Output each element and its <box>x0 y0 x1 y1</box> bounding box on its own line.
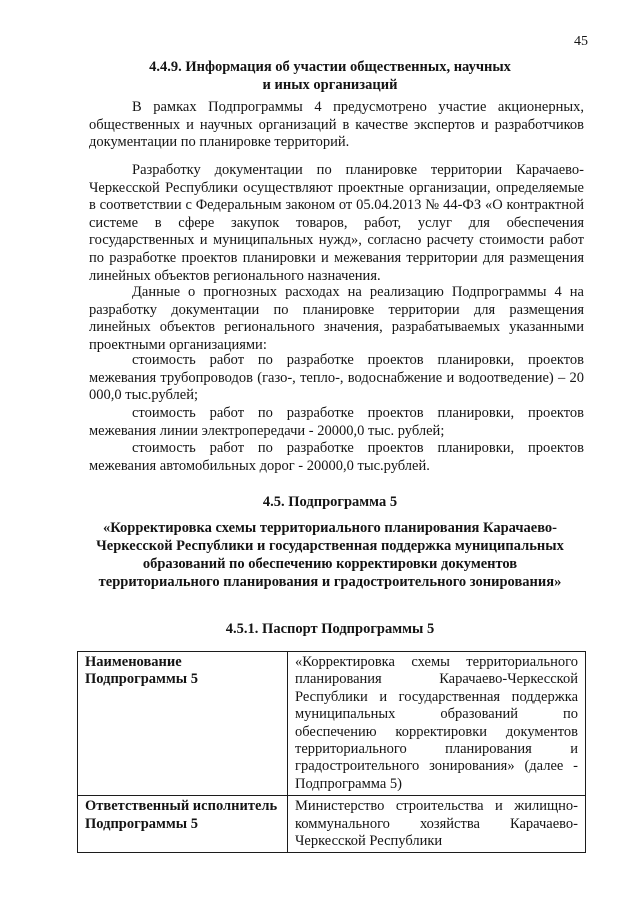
passport-table <box>77 651 586 853</box>
paragraph-cost-powerlines: стоимость работ по разработке проектов планировки, проектов межевания линии электропередачи - 20000,0 тыс. рублей; <box>89 405 584 439</box>
passport-label-executor: Ответственный исполнитель Подпрограммы 5 <box>78 796 288 853</box>
section-449-title <box>60 58 600 94</box>
paragraph-cost-roads: стоимость работ по разработке проектов планировки, проектов межевания автомобильных дорог - 20000,0 тыс.рублей. <box>89 440 584 474</box>
paragraph-forecast: Данные о прогнозных расходах на реализацию Подпрограммы 4 на разработку документации по планировке территории для размещения линейных объектов регионального значения, разрабатываемых указанными проектными организациями: <box>89 284 584 353</box>
section-449-title-line1: 4.4.9. Информация об участии общественных, научных <box>149 59 511 75</box>
paragraph-development: Разработку документации по планировке территории Карачаево-Черкесской Республики осуществляют проектные организации, определяемые в соответствии с Федеральным законом от 05.04.2013 № 44-ФЗ «О контрактной системе в сфере закупок товаров, работ, услуг для обеспечения государственных и муниципальных нужд», согласно расчету стоимости работ по разработке проектов планировки и межевания территории для размещения линейных объектов регионального назначения. <box>89 162 584 284</box>
section-45-subtitle: «Корректировка схемы территориального планирования Карачаево-Черкесской Республики и государственная поддержка муниципальных образований по обеспечению корректировки документов территориального планирования и градостроительного зонирования» <box>96 520 564 590</box>
table-row <box>78 796 586 853</box>
paragraph-participation: В рамках Подпрограммы 4 предусмотрено участие акционерных, общественных и научных организаций в качестве экспертов и разработчиков документации по планировке территорий. <box>89 99 584 151</box>
passport-value-executor: Министерство строительства и жилищно-коммунального хозяйства Карачаево-Черкесской Республики <box>288 796 586 853</box>
page-number: 45 <box>574 34 588 49</box>
passport-label-name: Наименование Подпрограммы 5 <box>78 652 288 796</box>
section-45-title: 4.5. Подпрограмма 5 <box>262 494 398 510</box>
table-row <box>78 652 586 796</box>
paragraph-cost-pipelines: стоимость работ по разработке проектов планировки, проектов межевания трубопроводов (газо-, тепло-, водоснабжение и водоотведение) – 20 000,0 тыс.рублей; <box>89 352 584 404</box>
section-449-title-line2: и иных организаций <box>262 77 398 93</box>
passport-value-name: «Корректировка схемы территориального планирования Карачаево-Черкесской Республики и государственная поддержка муниципальных образований по обеспечению корректировки документов территориального планирования и градостроительного зонирования» (далее - Подпрограмма 5) <box>288 652 586 796</box>
section-451-title: 4.5.1. Паспорт Подпрограммы 5 <box>225 621 435 637</box>
